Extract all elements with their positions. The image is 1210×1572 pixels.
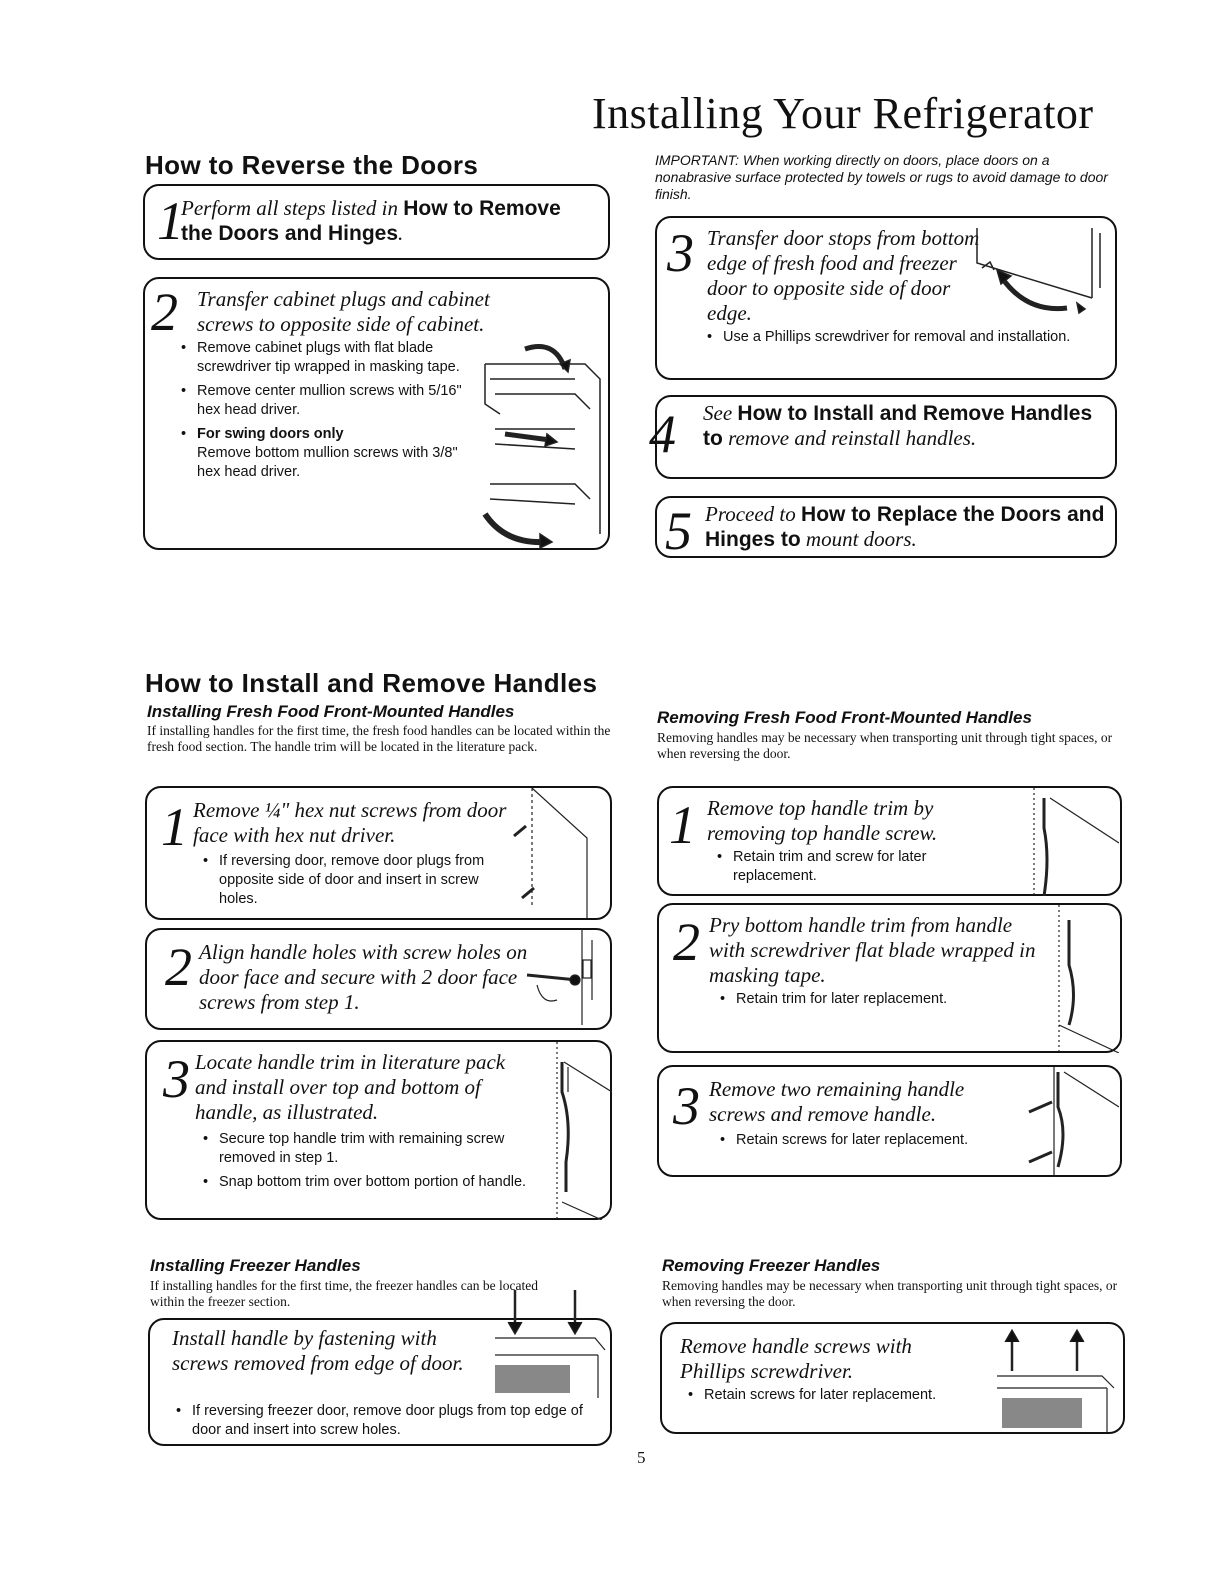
step-number: 1	[161, 797, 188, 857]
step-text: Pry bottom handle trim from handle with screwdriver flat blade wrapped in masking tape.	[709, 913, 1036, 987]
bullet: • For swing doors only Remove bottom mullion screws with 3/8" hex head driver.	[175, 425, 475, 482]
step-text: Remove handle screws with Phillips screwdriver.	[680, 1334, 912, 1383]
subheading-remove-fresh-food: Removing Fresh Food Front-Mounted Handles	[657, 708, 1032, 727]
subheading-remove-freezer: Removing Freezer Handles	[662, 1256, 881, 1275]
subheading-install-freezer: Installing Freezer Handles	[150, 1256, 361, 1275]
remove-ff-step-2-box	[657, 903, 1122, 1053]
bottom-trim-illustration	[1044, 905, 1119, 1053]
install-freezer-box	[148, 1318, 612, 1446]
freezer-remove-illustration	[992, 1326, 1122, 1432]
step-text: Remove two remaining handle screws and remove handle.	[709, 1077, 965, 1126]
step-text: Locate handle trim in literature pack and install over top and bottom of handle, as illustrated.	[195, 1050, 506, 1124]
step-number: 2	[151, 282, 178, 342]
handle-removal-illustration	[1024, 1067, 1119, 1177]
door-stop-illustration	[972, 228, 1112, 328]
step-bullets	[175, 339, 475, 487]
freezer-handle-illustration	[480, 1290, 610, 1398]
step-text: Transfer door stops from bottom edge of fresh food and freezer door to opposite side of door edge.	[707, 226, 980, 325]
bullet: • If reversing door, remove door plugs from opposite side of door and insert in screw holes.	[197, 852, 497, 909]
page-number: 5	[637, 1448, 646, 1467]
intro-install-fresh-food: If installing handles for the first time, the fresh food handles can be located within the fresh food section. The handle trim will be located in the literature pack.	[147, 723, 611, 754]
bullet: • Retain screws for later replacement.	[714, 1131, 1014, 1150]
step-bullets	[701, 328, 1101, 352]
step-number: 1	[157, 191, 184, 251]
reverse-step-4-box	[649, 395, 1117, 479]
bullet: • Retain screws for later replacement.	[682, 1386, 1002, 1405]
step-text: See How to Install and Remove Handles to remove and reinstall handles.	[703, 401, 1093, 450]
step-bullets	[197, 852, 497, 914]
intro-remove-fresh-food: Removing handles may be necessary when transporting unit through tight spaces, or when reversing the door.	[657, 730, 1113, 761]
step-number: 1	[669, 795, 696, 855]
bullet: • Remove cabinet plugs with flat blade screwdriver tip wrapped in masking tape.	[175, 339, 475, 377]
bullet: • Use a Phillips screwdriver for removal and installation.	[701, 328, 1101, 347]
step-text: Align handle holes with screw holes on door face and secure with 2 door face screws from step 1.	[199, 940, 528, 1014]
install-ff-step-2-box	[145, 928, 612, 1030]
reverse-step-5-box	[655, 496, 1117, 561]
page-title: Installing Your Refrigerator	[592, 89, 1094, 138]
bullet: • Retain trim for later replacement.	[714, 990, 1014, 1009]
install-ff-step-1-box	[145, 786, 612, 920]
handle-trim-illustration	[542, 1042, 612, 1220]
reverse-step-2-box	[143, 277, 610, 550]
step-number: 4	[649, 404, 676, 464]
step-text: Perform all steps listed in How to Remove the Doors and Hinges.	[181, 196, 561, 245]
bullet: • Snap bottom trim over bottom portion of handle.	[197, 1173, 537, 1192]
step-text: Transfer cabinet plugs and cabinet screws to opposite side of cabinet.	[197, 287, 490, 336]
step-text: Proceed to How to Replace the Doors and Hinges to mount doors.	[705, 502, 1105, 551]
step-text: Install handle by fastening with screws removed from edge of door.	[172, 1326, 464, 1375]
door-face-illustration	[502, 788, 607, 918]
reverse-step-3-box	[655, 216, 1117, 380]
step-bullets	[711, 848, 991, 891]
top-trim-illustration	[1024, 788, 1119, 896]
section-heading-handles: How to Install and Remove Handles	[145, 668, 598, 698]
step-text: Remove top handle trim by removing top handle screw.	[707, 796, 938, 845]
remove-freezer-box	[660, 1322, 1125, 1434]
bullet: • Remove center mullion screws with 5/16" hex head driver.	[175, 382, 475, 420]
intro-remove-freezer: Removing handles may be necessary when transporting unit through tight spaces, or when reversing the door.	[662, 1278, 1118, 1309]
remove-ff-step-1-box	[657, 786, 1122, 896]
bullet: • If reversing freezer door, remove door plugs from top edge of door and insert into screw holes.	[170, 1402, 600, 1440]
section-heading-reverse-doors: How to Reverse the Doors	[145, 150, 479, 180]
cabinet-illustration	[465, 334, 605, 549]
important-note: IMPORTANT: When working directly on doors, place doors on a nonabrasive surface protected by towels or rugs to avoid damage to door finish.	[655, 152, 1108, 202]
remove-ff-step-3-box	[657, 1065, 1122, 1177]
step-number: 5	[665, 501, 692, 561]
step-bullets	[682, 1386, 1002, 1410]
handle-align-illustration	[517, 930, 607, 1025]
install-ff-step-3-box	[145, 1040, 612, 1220]
step-bullets	[714, 990, 1014, 1014]
step-bullets	[714, 1131, 1014, 1155]
step-number: 2	[165, 937, 192, 997]
step-number: 3	[673, 1076, 700, 1136]
step-bullets	[170, 1402, 600, 1445]
step-number: 3	[667, 223, 694, 283]
step-number: 2	[673, 912, 700, 972]
bullet: • Secure top handle trim with remaining screw removed in step 1.	[197, 1130, 537, 1168]
bullet: • Retain trim and screw for later replacement.	[711, 848, 991, 886]
step-number: 3	[163, 1049, 190, 1109]
subheading-install-fresh-food: Installing Fresh Food Front-Mounted Handles	[147, 702, 515, 721]
step-text: Remove ¼" hex nut screws from door face with hex nut driver.	[193, 798, 507, 847]
reverse-step-1-box	[143, 184, 610, 260]
step-bullets	[197, 1130, 537, 1197]
intro-install-freezer: If installing handles for the first time, the freezer handles can be located within the freezer section.	[150, 1278, 538, 1309]
